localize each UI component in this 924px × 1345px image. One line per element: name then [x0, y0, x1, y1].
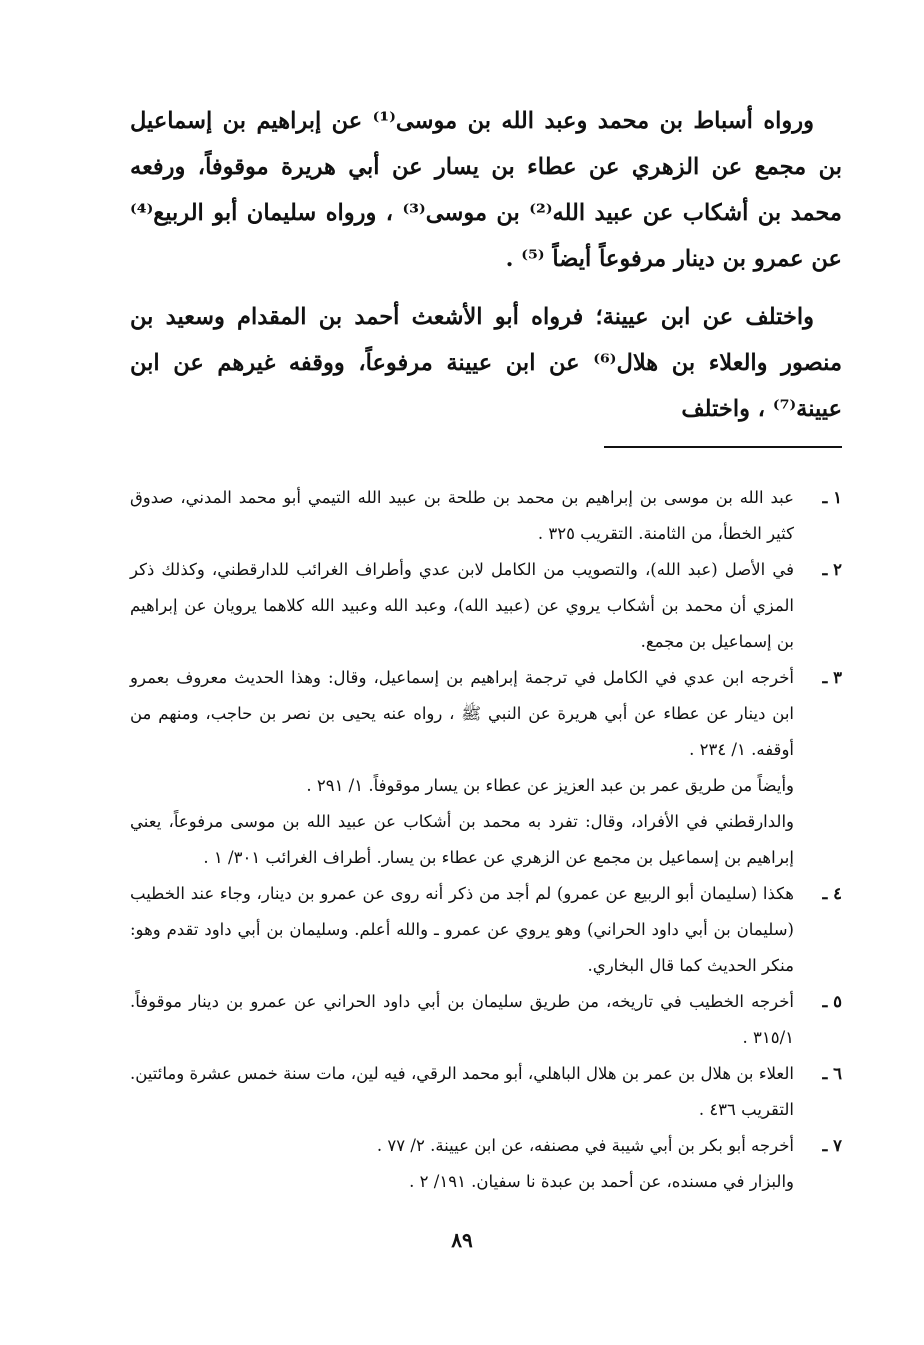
footnote-number: ٥ ـ	[822, 992, 842, 1011]
footnote-body	[130, 660, 794, 876]
footnote-4	[130, 876, 842, 984]
footnote-separator	[604, 446, 842, 448]
footnote-6	[130, 1056, 842, 1128]
footnote-7	[130, 1128, 842, 1200]
page-number: ٨٩	[451, 1228, 473, 1252]
footnote-number: ٤ ـ	[822, 884, 842, 903]
footnote-body	[130, 480, 794, 552]
footnote-1	[130, 480, 842, 552]
main-paragraph-2: واختلف عن ابن عيينة؛ فرواه أبو الأشعث أحمد بن المقدام وسعيد بن منصور والعلاء بن هلال⁽⁶⁾ عن ابن عيينة مرفوعاً، ووقفه غيرهم عن ابن عيينة⁽⁷⁾ ، واختلف	[130, 304, 842, 422]
footnote-number: ٢ ـ	[822, 560, 842, 579]
footnote-number: ٧ ـ	[822, 1136, 842, 1155]
footnote-3	[130, 660, 842, 876]
footnote-text: وأيضاً من طريق عمر بن عبد العزيز عن عطاء بن يسار موقوفاً. ١/ ٢٩١ .	[306, 776, 794, 795]
footnote-text: أخرجه ابن عدي في الكامل في ترجمة إبراهيم بن إسماعيل، وقال: وهذا الحديث معروف بعمرو ابن دينار عن عطاء عن أبي هريرة عن النبي ﷺ ، رواه عنه يحيى بن نصر بن حاجب، ومنهم من أوقفه. ١/ ٢٣٤ .	[130, 668, 794, 759]
main-text	[130, 98, 842, 444]
footnote-text: والبزار في مسنده، عن أحمد بن عبدة نا سفيان. ١٩١/ ٢ .	[409, 1172, 794, 1191]
footnote-body	[130, 876, 794, 984]
footnote-body	[130, 1128, 794, 1200]
footnote-text: أخرجه أبو بكر بن أبي شيبة في مصنفه، عن ابن عيينة. ٢/ ٧٧ .	[376, 1136, 794, 1155]
footnote-number: ٣ ـ	[822, 668, 842, 687]
footnote-text: في الأصل (عبد الله)، والتصويب من الكامل لابن عدي وأطراف الغرائب للدارقطني، وكذلك ذكر المزي أن محمد بن أشكاب يروي عن (عبيد الله)، وعبد الله وعبيد الله كلاهما يرويان عن إبراهيم بن إسماعيل بن مجمع.	[130, 560, 794, 651]
footnote-body	[130, 984, 794, 1056]
footnote-body	[130, 1056, 794, 1128]
footnote-text: هكذا (سليمان أبو الربيع عن عمرو) لم أجد من ذكر أنه روى عن عمرو بن دينار، وجاء عند الخطيب (سليمان بن أبي داود الحراني) وهو يروي عن عمرو ـ والله أعلم. وسليمان بن أبي داود تقدم وهو: منكر الحديث كما قال البخاري.	[130, 884, 794, 975]
footnotes	[130, 480, 842, 1200]
footnote-text: والدارقطني في الأفراد، وقال: تفرد به محمد بن أشكاب عن عبيد الله بن موسى مرفوعاً، يعني إبراهيم بن إسماعيل بن مجمع عن الزهري عن عطاء بن يسار. أطراف الغرائب ٣٠١/ ١ .	[130, 812, 794, 867]
footnote-2	[130, 552, 842, 660]
footnote-body	[130, 552, 794, 660]
footnote-text: العلاء بن هلال بن عمر بن هلال الباهلي، أبو محمد الرقي، فيه لين، مات سنة خمس عشرة ومائتين. التقريب ٤٣٦ .	[130, 1064, 794, 1119]
footnote-text: عبد الله بن موسى بن إبراهيم بن محمد بن طلحة بن عبيد الله التيمي أبو محمد المدني، صدوق كثير الخطأ، من الثامنة. التقريب ٣٢٥ .	[130, 488, 794, 543]
footnote-number: ١ ـ	[822, 488, 842, 507]
footnote-number: ٦ ـ	[822, 1064, 842, 1083]
footnote-text: أخرجه الخطيب في تاريخه، من طريق سليمان بن أبي داود الحراني عن عمرو بن دينار موقوفاً. ٣١٥/١ .	[130, 992, 794, 1047]
footnote-5	[130, 984, 842, 1056]
main-paragraph-1: ورواه أسباط بن محمد وعبد الله بن موسى⁽¹⁾ عن إبراهيم بن إسماعيل بن مجمع عن الزهري عن عطاء بن يسار عن أبي هريرة موقوفاً، ورفعه محمد بن أشكاب عن عبيد الله⁽²⁾ بن موسى⁽³⁾ ، ورواه سليمان أبو الربيع⁽⁴⁾ عن عمرو بن دينار مرفوعاً أيضاً ⁽⁵⁾ .	[130, 108, 842, 272]
